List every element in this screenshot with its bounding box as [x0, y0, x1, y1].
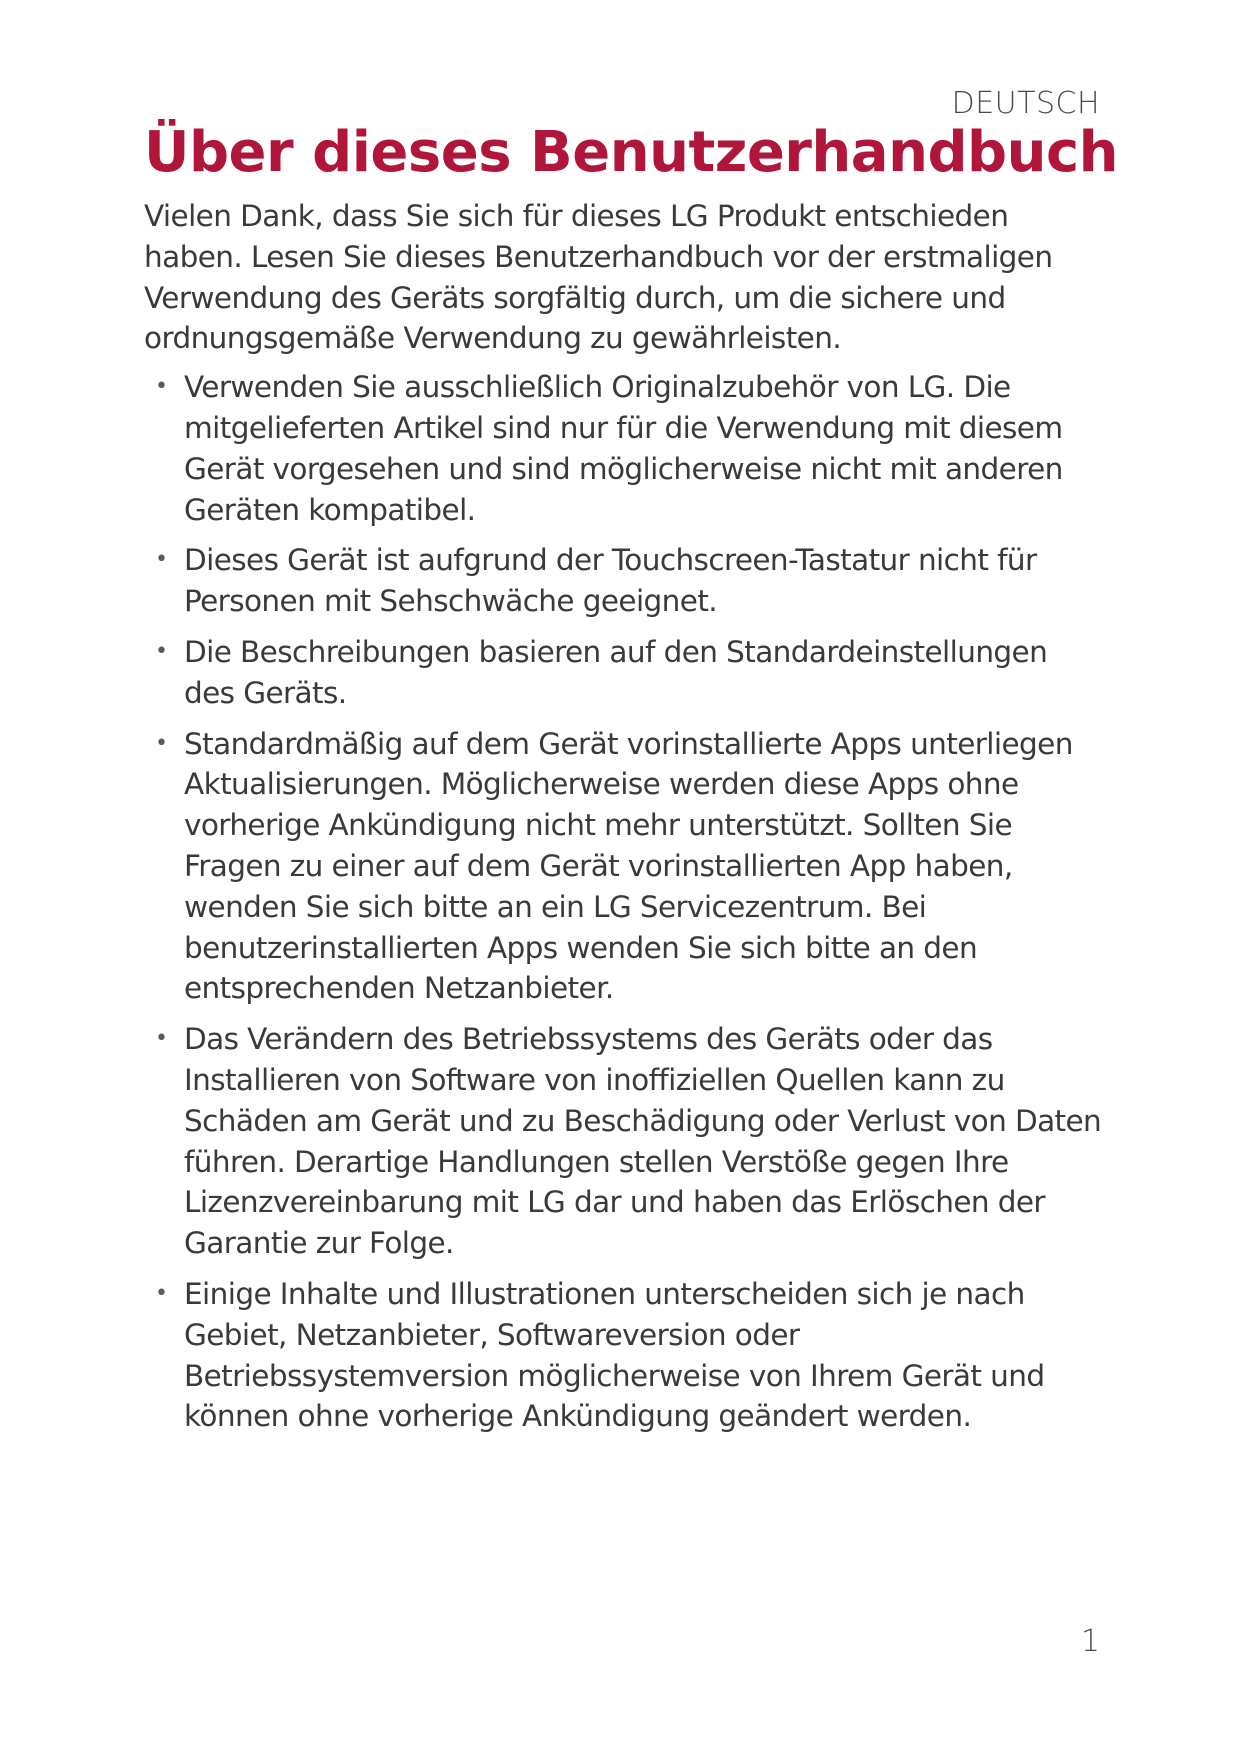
language-label: DEUTSCH — [951, 86, 1100, 121]
bullet-text: Verwenden Sie ausschließlich Originalzubehör von LG. Die mitgelieferten Artikel sind nur für die Verwendung mit diesem Gerät vorgesehen und sind möglicherweise nicht mit anderen Geräten kompatibel. — [184, 370, 1063, 527]
page-number: 1 — [1080, 1624, 1100, 1659]
bullet-item — [144, 1274, 1104, 1437]
bullet-dot-icon: • — [155, 1280, 168, 1306]
bullet-item — [144, 1019, 1104, 1264]
bullet-dot-icon: • — [155, 374, 168, 400]
bullet-text: Einige Inhalte und Illustrationen unterscheiden sich je nach Gebiet, Netzanbieter, Softwareversion oder Betriebssystemversion möglicherweise von Ihrem Gerät und können ohne vorherige Ankündigung geändert werden. — [184, 1276, 1045, 1434]
bullet-dot-icon: • — [155, 730, 168, 756]
bullet-text: Standardmäßig auf dem Gerät vorinstallierte Apps unterliegen Aktualisierungen. Möglicherweise werden diese Apps ohne vorherige Ankündigung nicht mehr unterstützt. Sollten Sie Fragen zu einer auf dem Gerät vorinstallierten App haben, wenden Sie sich bitte an ein LG Servicezentrum. Bei benutzerinstallierten Apps wenden Sie sich bitte an den entsprechenden Netzanbieter. — [184, 726, 1073, 1006]
bullet-dot-icon: • — [155, 547, 168, 573]
bullet-item — [144, 367, 1104, 530]
bullet-text: Das Verändern des Betriebssystems des Geräts oder das Installieren von Software von inoffiziellen Quellen kann zu Schäden am Gerät und zu Beschädigung oder Verlust von Daten führen. Derartige Handlungen stellen Verstöße gegen Ihre Lizenzvereinbarung mit LG dar und haben das Erlöschen der Garantie zur Folge. — [184, 1022, 1102, 1261]
page-content — [144, 196, 1104, 1447]
bullet-item — [144, 724, 1104, 1010]
bullet-text: Dieses Gerät ist aufgrund der Touchscreen-Tastatur nicht für Personen mit Sehschwäche geeignet. — [184, 543, 1037, 619]
bullet-dot-icon: • — [155, 1026, 168, 1052]
page-title: Über dieses Benutzerhandbuch — [144, 120, 1119, 185]
intro-paragraph: Vielen Dank, dass Sie sich für dieses LG Produkt entschieden haben. Lesen Sie dieses Benutzerhandbuch vor der erstmaligen Verwendung des Geräts sorgfältig durch, um die sichere und ordnungsgemäße Verwendung zu gewährleisten. — [144, 199, 1053, 356]
bullet-dot-icon: • — [155, 638, 168, 664]
bullet-item — [144, 540, 1104, 622]
bullet-list — [144, 367, 1104, 1437]
bullet-text: Die Beschreibungen basieren auf den Standardeinstellungen des Geräts. — [184, 634, 1048, 710]
bullet-item — [144, 632, 1104, 714]
